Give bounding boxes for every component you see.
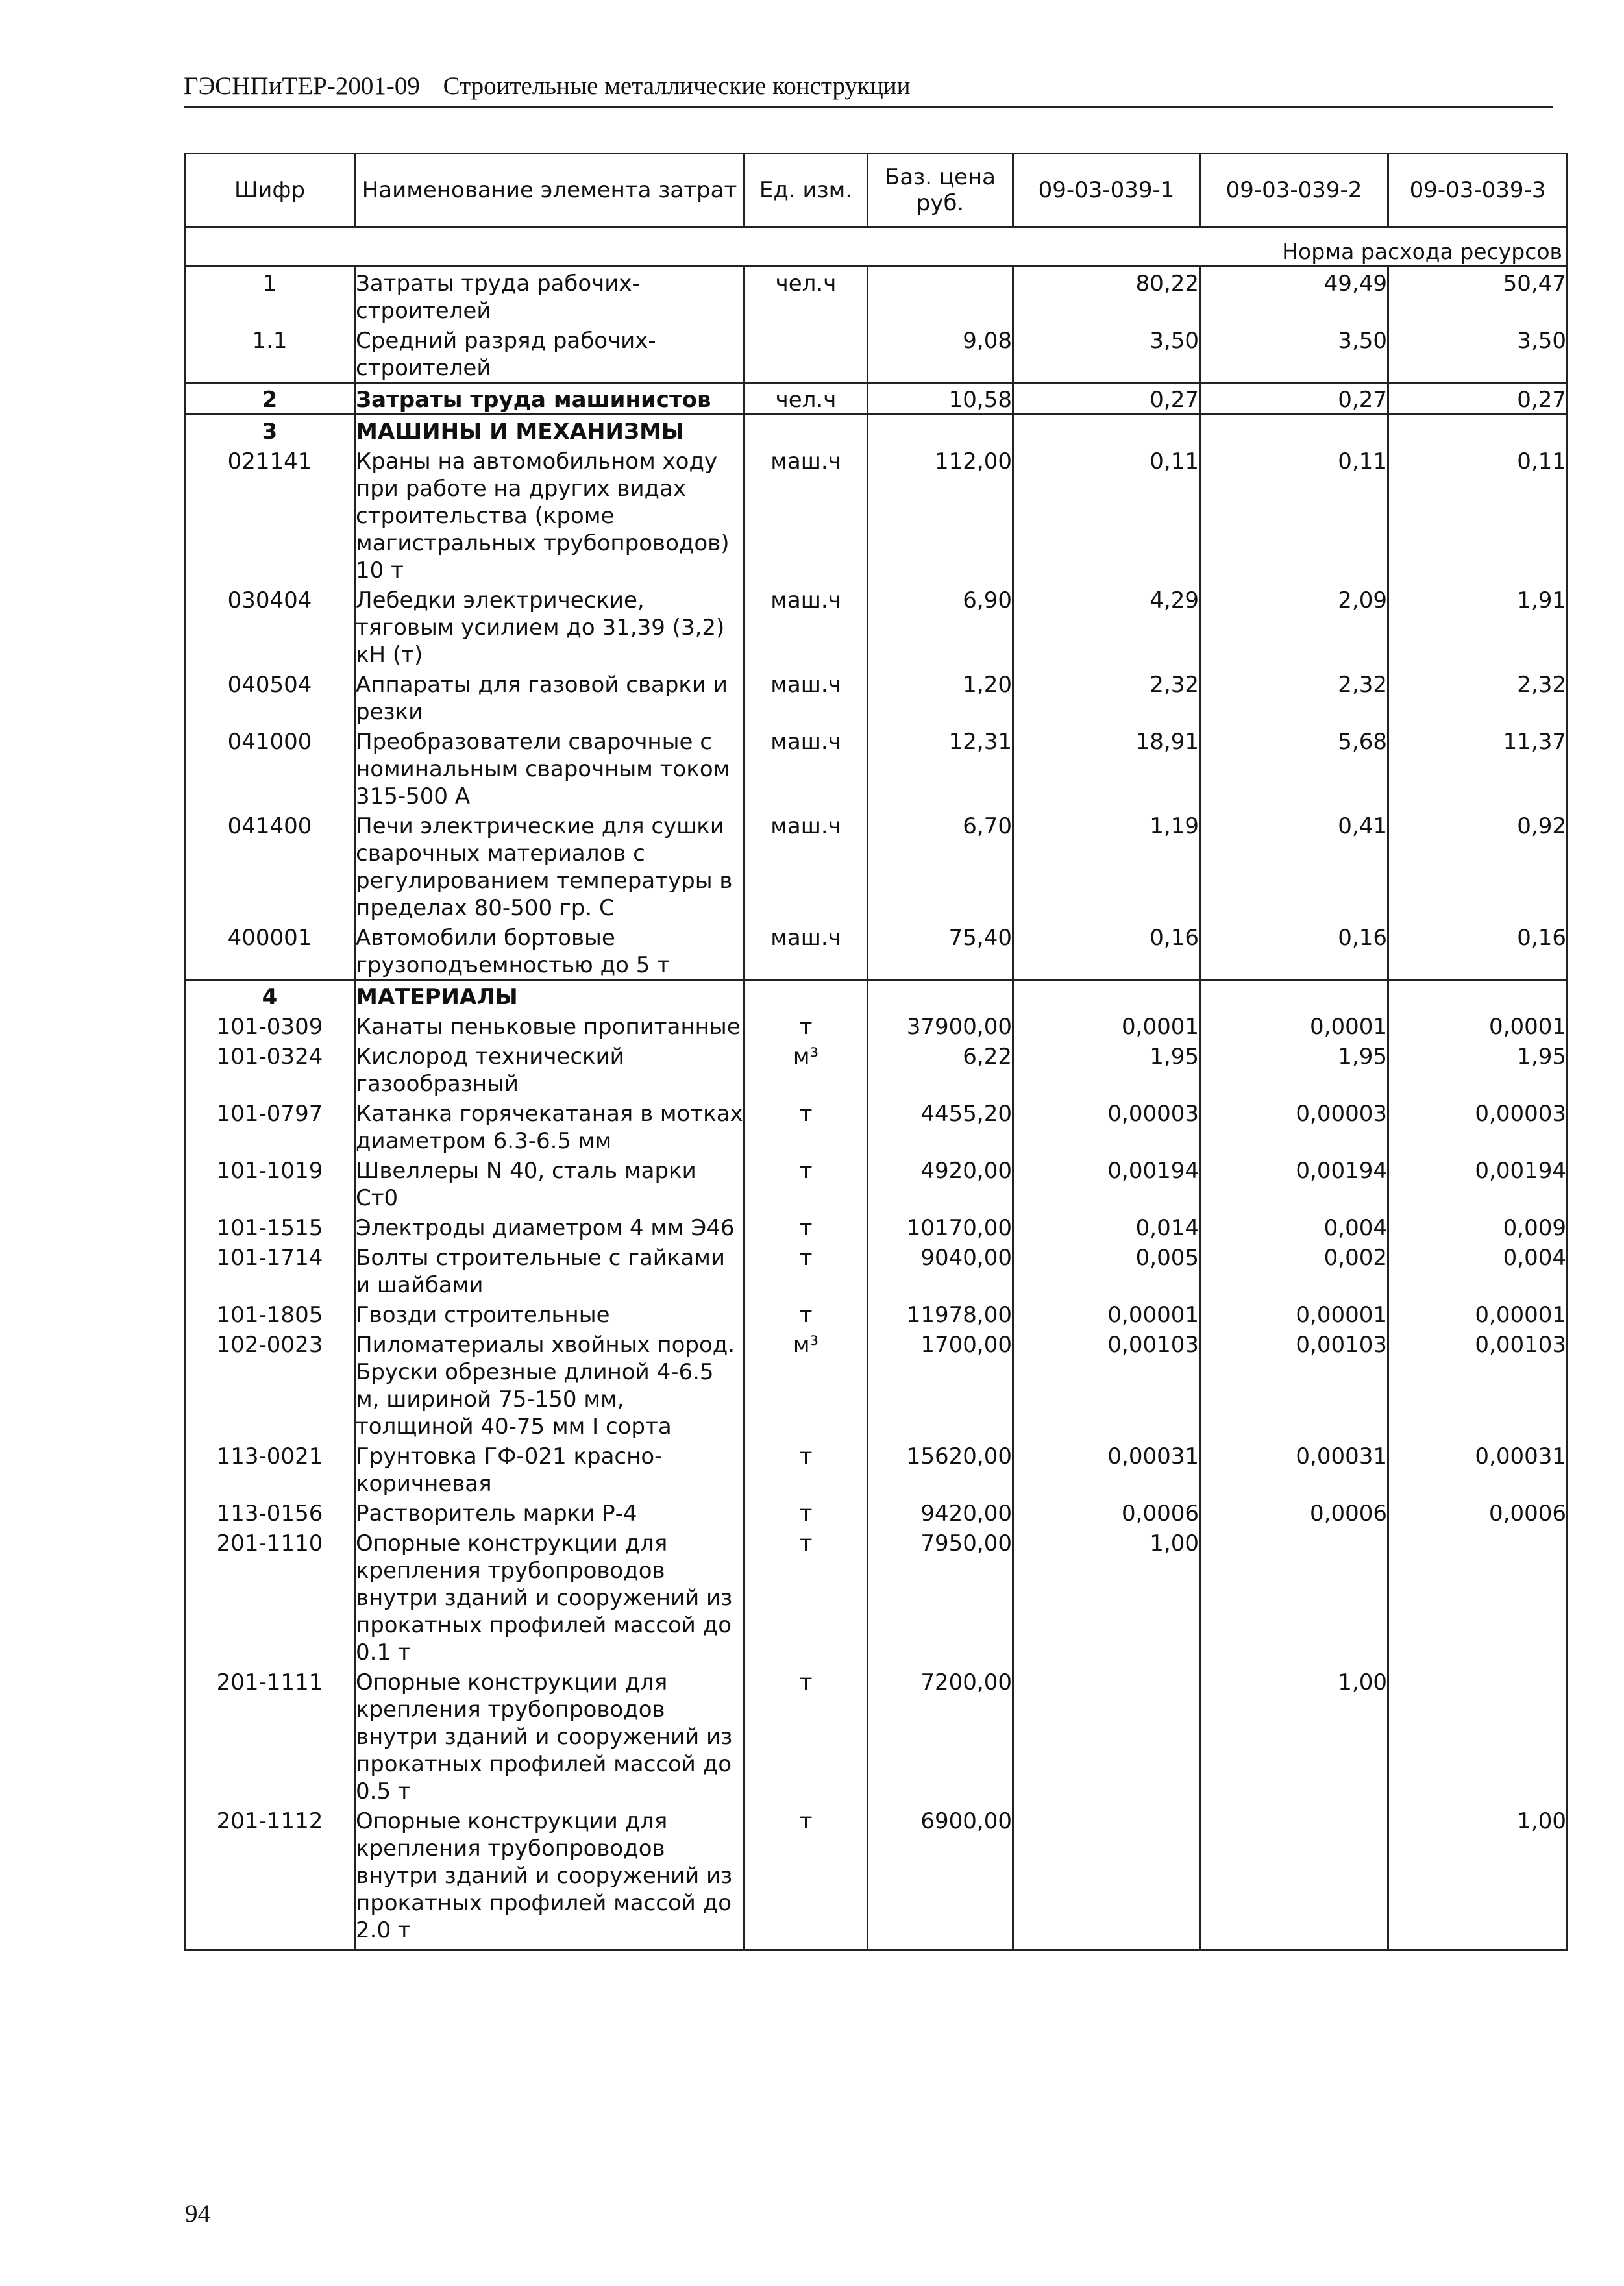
- table-row: [185, 584, 1568, 669]
- column-header-name: Наименование элемента затрат: [355, 154, 744, 227]
- row-base-price: [868, 980, 1013, 1011]
- row-norm-3: 0,00194: [1388, 1155, 1568, 1212]
- row-base-price: 7200,00: [868, 1666, 1013, 1805]
- row-code: 101-1019: [185, 1155, 355, 1212]
- row-norm-2: 0,0001: [1200, 1011, 1388, 1040]
- row-norm-1: 4,29: [1013, 584, 1200, 669]
- row-base-price: 7950,00: [868, 1527, 1013, 1666]
- row-norm-2: 0,002: [1200, 1242, 1388, 1299]
- row-norm-1: [1013, 1805, 1200, 1950]
- table-row: [185, 1212, 1568, 1242]
- row-norm-2: 0,00001: [1200, 1299, 1388, 1329]
- row-norm-1: 0,0001: [1013, 1011, 1200, 1040]
- row-base-price: 4455,20: [868, 1098, 1013, 1155]
- row-code: 2: [185, 383, 355, 415]
- row-unit: маш.ч: [744, 922, 868, 980]
- row-name: Автомобили бортовые грузоподъемностью до 5 т: [355, 922, 744, 980]
- row-name: Краны на автомобильном ходу при работе на других видах строительства (кроме магистральных трубопроводов) 10 т: [355, 445, 744, 584]
- row-norm-1: 0,00003: [1013, 1098, 1200, 1155]
- row-name: Швеллеры N 40, сталь марки Ст0: [355, 1155, 744, 1212]
- row-norm-1: 1,00: [1013, 1527, 1200, 1666]
- row-code: 113-0021: [185, 1440, 355, 1497]
- table-row: [185, 1440, 1568, 1497]
- row-name: МАТЕРИАЛЫ: [355, 980, 744, 1011]
- row-name: Преобразователи сварочные с номинальным сварочным током 315-500 А: [355, 726, 744, 810]
- row-code: 040504: [185, 669, 355, 726]
- page-number: 94: [185, 2200, 210, 2228]
- table-row: [185, 325, 1568, 383]
- row-norm-1: 0,00194: [1013, 1155, 1200, 1212]
- table-row: [185, 1040, 1568, 1098]
- row-norm-3: 0,27: [1388, 383, 1568, 415]
- row-norm-1: [1013, 415, 1200, 446]
- column-header-norm-3: 09-03-039-3: [1388, 154, 1568, 227]
- row-name: Болты строительные с гайками и шайбами: [355, 1242, 744, 1299]
- row-unit: [744, 415, 868, 446]
- row-code: 101-1515: [185, 1212, 355, 1242]
- row-norm-3: [1388, 980, 1568, 1011]
- row-base-price: 10,58: [868, 383, 1013, 415]
- row-unit: т: [744, 1011, 868, 1040]
- row-norm-1: 2,32: [1013, 669, 1200, 726]
- row-code: 030404: [185, 584, 355, 669]
- table-row: [185, 415, 1568, 446]
- row-base-price: 1,20: [868, 669, 1013, 726]
- row-norm-3: 0,0001: [1388, 1011, 1568, 1040]
- row-norm-2: 2,32: [1200, 669, 1388, 726]
- table-row: [185, 383, 1568, 415]
- row-base-price: 12,31: [868, 726, 1013, 810]
- row-norm-1: 18,91: [1013, 726, 1200, 810]
- row-norm-2: 0,11: [1200, 445, 1388, 584]
- row-norm-3: 2,32: [1388, 669, 1568, 726]
- row-norm-3: [1388, 1666, 1568, 1805]
- row-name: Гвозди строительные: [355, 1299, 744, 1329]
- row-unit: т: [744, 1299, 868, 1329]
- row-name: Опорные конструкции для крепления трубопроводов внутри зданий и сооружений из прокатных профилей массой до 0.1 т: [355, 1527, 744, 1666]
- row-norm-2: 0,27: [1200, 383, 1388, 415]
- row-norm-1: 0,00103: [1013, 1329, 1200, 1440]
- row-norm-2: 0,0006: [1200, 1497, 1388, 1527]
- row-norm-3: 0,00003: [1388, 1098, 1568, 1155]
- row-base-price: 6,70: [868, 810, 1013, 922]
- document-code: ГЭСНПиТЕР-2001-09: [184, 72, 420, 100]
- row-base-price: 11978,00: [868, 1299, 1013, 1329]
- row-code: 021141: [185, 445, 355, 584]
- row-code: 4: [185, 980, 355, 1011]
- row-norm-3: 0,00103: [1388, 1329, 1568, 1440]
- row-base-price: [868, 415, 1013, 446]
- row-name: Опорные конструкции для крепления трубопроводов внутри зданий и сооружений из прокатных профилей массой до 0.5 т: [355, 1666, 744, 1805]
- row-norm-1: 80,22: [1013, 267, 1200, 325]
- table-row: [185, 669, 1568, 726]
- row-norm-2: 3,50: [1200, 325, 1388, 383]
- row-norm-3: 11,37: [1388, 726, 1568, 810]
- row-unit: т: [744, 1212, 868, 1242]
- document-title: Строительные металлические конструкции: [443, 72, 911, 100]
- row-norm-3: 0,92: [1388, 810, 1568, 922]
- row-name: Опорные конструкции для крепления трубопроводов внутри зданий и сооружений из прокатных профилей массой до 2.0 т: [355, 1805, 744, 1950]
- row-code: 1: [185, 267, 355, 325]
- row-norm-2: 0,16: [1200, 922, 1388, 980]
- row-name: Катанка горячекатаная в мотках диаметром 6.3-6.5 мм: [355, 1098, 744, 1155]
- row-code: 101-0797: [185, 1098, 355, 1155]
- column-header-norm-1: 09-03-039-1: [1013, 154, 1200, 227]
- row-base-price: 9,08: [868, 325, 1013, 383]
- table-row: [185, 1329, 1568, 1440]
- row-base-price: 37900,00: [868, 1011, 1013, 1040]
- table-row: [185, 810, 1568, 922]
- row-norm-3: 1,91: [1388, 584, 1568, 669]
- row-base-price: 10170,00: [868, 1212, 1013, 1242]
- row-name: Средний разряд рабочих-строителей: [355, 325, 744, 383]
- table-row: [185, 922, 1568, 980]
- column-header-norm-2: 09-03-039-2: [1200, 154, 1388, 227]
- row-norm-2: [1200, 415, 1388, 446]
- row-norm-2: 1,00: [1200, 1666, 1388, 1805]
- row-norm-3: 0,0006: [1388, 1497, 1568, 1527]
- row-unit: т: [744, 1440, 868, 1497]
- table-row: [185, 1527, 1568, 1666]
- row-base-price: 6,90: [868, 584, 1013, 669]
- row-norm-2: 1,95: [1200, 1040, 1388, 1098]
- table-row: [185, 726, 1568, 810]
- row-name: Канаты пеньковые пропитанные: [355, 1011, 744, 1040]
- row-norm-1: 0,00031: [1013, 1440, 1200, 1497]
- table-row: [185, 1011, 1568, 1040]
- row-code: 101-1805: [185, 1299, 355, 1329]
- norm-label-row: [185, 227, 1568, 267]
- row-name: Кислород технический газообразный: [355, 1040, 744, 1098]
- header-row: [185, 154, 1568, 227]
- row-norm-1: 0,005: [1013, 1242, 1200, 1299]
- table-row: [185, 1497, 1568, 1527]
- row-norm-2: 0,00031: [1200, 1440, 1388, 1497]
- row-unit: маш.ч: [744, 669, 868, 726]
- row-norm-3: 50,47: [1388, 267, 1568, 325]
- table-row: [185, 1666, 1568, 1805]
- running-head: [184, 70, 1553, 108]
- row-unit: маш.ч: [744, 726, 868, 810]
- row-base-price: [868, 267, 1013, 325]
- row-base-price: 9420,00: [868, 1497, 1013, 1527]
- row-name: Пиломатериалы хвойных пород. Бруски обрезные длиной 4-6.5 м, шириной 75-150 мм, толщиной 40-75 мм I сорта: [355, 1329, 744, 1440]
- row-name: Грунтовка ГФ-021 красно-коричневая: [355, 1440, 744, 1497]
- row-norm-3: 0,009: [1388, 1212, 1568, 1242]
- row-code: 101-0309: [185, 1011, 355, 1040]
- row-base-price: 9040,00: [868, 1242, 1013, 1299]
- row-norm-1: 0,16: [1013, 922, 1200, 980]
- row-unit: маш.ч: [744, 810, 868, 922]
- row-code: 1.1: [185, 325, 355, 383]
- row-base-price: 6,22: [868, 1040, 1013, 1098]
- row-norm-2: 0,00103: [1200, 1329, 1388, 1440]
- row-code: 101-1714: [185, 1242, 355, 1299]
- row-norm-1: 0,11: [1013, 445, 1200, 584]
- row-name: МАШИНЫ И МЕХАНИЗМЫ: [355, 415, 744, 446]
- row-code: 400001: [185, 922, 355, 980]
- row-unit: маш.ч: [744, 584, 868, 669]
- row-norm-1: 3,50: [1013, 325, 1200, 383]
- column-header-price: Баз. цена руб.: [868, 154, 1013, 227]
- row-norm-2: 0,00194: [1200, 1155, 1388, 1212]
- row-code: 3: [185, 415, 355, 446]
- row-code: 101-0324: [185, 1040, 355, 1098]
- row-norm-2: 0,41: [1200, 810, 1388, 922]
- row-unit: т: [744, 1242, 868, 1299]
- row-norm-2: 0,00003: [1200, 1098, 1388, 1155]
- row-unit: чел.ч: [744, 267, 868, 325]
- row-norm-1: 0,014: [1013, 1212, 1200, 1242]
- row-norm-3: 1,00: [1388, 1805, 1568, 1950]
- row-norm-3: 0,16: [1388, 922, 1568, 980]
- row-unit: т: [744, 1155, 868, 1212]
- table-body: [185, 267, 1568, 1950]
- table-row: [185, 1098, 1568, 1155]
- row-norm-1: 1,95: [1013, 1040, 1200, 1098]
- row-base-price: 112,00: [868, 445, 1013, 584]
- row-norm-1: [1013, 980, 1200, 1011]
- row-unit: т: [744, 1666, 868, 1805]
- row-norm-3: [1388, 415, 1568, 446]
- row-norm-3: 0,11: [1388, 445, 1568, 584]
- resource-norms-table: [184, 153, 1568, 1951]
- row-code: 201-1110: [185, 1527, 355, 1666]
- row-code: 102-0023: [185, 1329, 355, 1440]
- row-norm-2: 0,004: [1200, 1212, 1388, 1242]
- row-unit: т: [744, 1805, 868, 1950]
- row-norm-3: 1,95: [1388, 1040, 1568, 1098]
- row-norm-2: [1200, 1527, 1388, 1666]
- table-row: [185, 445, 1568, 584]
- row-norm-1: [1013, 1666, 1200, 1805]
- row-norm-3: [1388, 1527, 1568, 1666]
- table-row: [185, 1805, 1568, 1950]
- row-name: Лебедки электрические, тяговым усилием до 31,39 (3,2) кН (т): [355, 584, 744, 669]
- row-norm-3: 0,004: [1388, 1242, 1568, 1299]
- norm-label: Норма расхода ресурсов: [185, 227, 1568, 267]
- row-code: 201-1112: [185, 1805, 355, 1950]
- row-name: Аппараты для газовой сварки и резки: [355, 669, 744, 726]
- column-header-unit: Ед. изм.: [744, 154, 868, 227]
- row-name: Электроды диаметром 4 мм Э46: [355, 1212, 744, 1242]
- row-code: 113-0156: [185, 1497, 355, 1527]
- row-code: 201-1111: [185, 1666, 355, 1805]
- table-row: [185, 980, 1568, 1011]
- row-name: Растворитель марки Р-4: [355, 1497, 744, 1527]
- row-base-price: 6900,00: [868, 1805, 1013, 1950]
- row-unit: м³: [744, 1040, 868, 1098]
- row-norm-2: 5,68: [1200, 726, 1388, 810]
- row-unit: т: [744, 1527, 868, 1666]
- row-base-price: 1700,00: [868, 1329, 1013, 1440]
- row-norm-3: 0,00031: [1388, 1440, 1568, 1497]
- row-unit: т: [744, 1098, 868, 1155]
- row-base-price: 15620,00: [868, 1440, 1013, 1497]
- row-norm-2: [1200, 1805, 1388, 1950]
- row-unit: маш.ч: [744, 445, 868, 584]
- table-row: [185, 1299, 1568, 1329]
- row-norm-2: [1200, 980, 1388, 1011]
- row-code: 041400: [185, 810, 355, 922]
- row-code: 041000: [185, 726, 355, 810]
- row-unit: т: [744, 1497, 868, 1527]
- row-norm-3: 3,50: [1388, 325, 1568, 383]
- table-row: [185, 1155, 1568, 1212]
- row-norm-2: 2,09: [1200, 584, 1388, 669]
- row-unit: м³: [744, 1329, 868, 1440]
- row-unit: чел.ч: [744, 383, 868, 415]
- row-base-price: 4920,00: [868, 1155, 1013, 1212]
- row-norm-1: 0,00001: [1013, 1299, 1200, 1329]
- table-row: [185, 1242, 1568, 1299]
- row-base-price: 75,40: [868, 922, 1013, 980]
- row-unit: [744, 980, 868, 1011]
- row-norm-1: 0,0006: [1013, 1497, 1200, 1527]
- row-name: Затраты труда рабочих-строителей: [355, 267, 744, 325]
- table-row: [185, 267, 1568, 325]
- row-norm-1: 0,27: [1013, 383, 1200, 415]
- row-norm-1: 1,19: [1013, 810, 1200, 922]
- row-name: Затраты труда машинистов: [355, 383, 744, 415]
- row-name: Печи электрические для сушки сварочных материалов с регулированием температуры в пределах 80-500 гр. С: [355, 810, 744, 922]
- row-norm-2: 49,49: [1200, 267, 1388, 325]
- row-norm-3: 0,00001: [1388, 1299, 1568, 1329]
- row-unit: [744, 325, 868, 383]
- column-header-code: Шифр: [185, 154, 355, 227]
